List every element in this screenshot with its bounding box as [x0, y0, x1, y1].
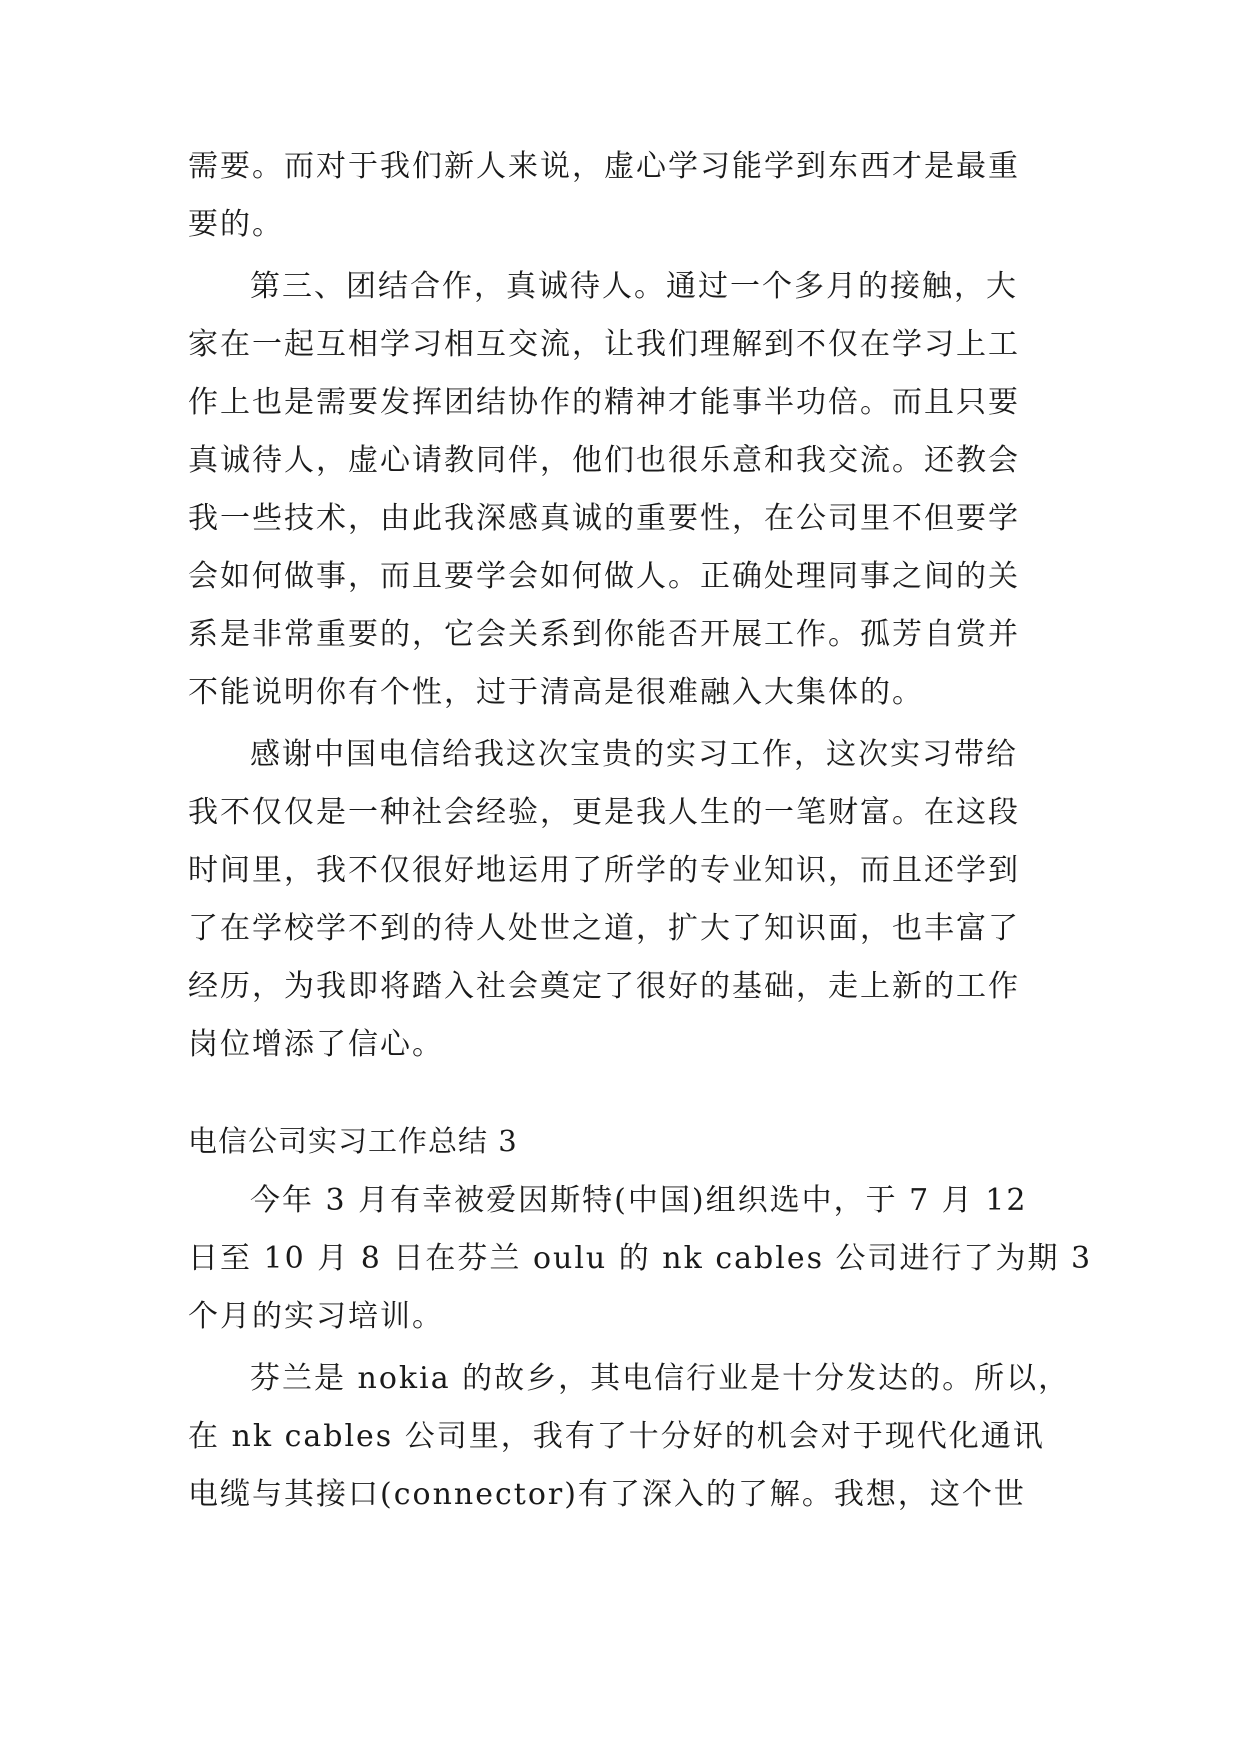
paragraph-line: 今年 3 月有幸被爱因斯特(中国)组织选中，于 7 月 12 — [250, 1183, 1028, 1218]
paragraph-line: 了在学校学不到的待人处世之道，扩大了知识面，也丰富了 — [188, 911, 1020, 946]
paragraph-line: 系是非常重要的，它会关系到你能否开展工作。孤芳自赏并 — [188, 617, 1020, 652]
paragraph-line: 家在一起互相学习相互交流，让我们理解到不仅在学习上工 — [188, 327, 1020, 362]
paragraph-line: 我一些技术，由此我深感真诚的重要性，在公司里不但要学 — [188, 501, 1020, 536]
paragraph-line: 岗位增添了信心。 — [188, 1027, 444, 1062]
paragraph-line: 日至 10 月 8 日在芬兰 oulu 的 nk cables 公司进行了为期 3 — [188, 1241, 1093, 1276]
paragraph-line: 需要。而对于我们新人来说，虚心学习能学到东西才是最重 — [188, 149, 1020, 184]
paragraph-line: 时间里，我不仅很好地运用了所学的专业知识，而且还学到 — [188, 853, 1020, 888]
paragraph-line: 芬兰是 nokia 的故乡，其电信行业是十分发达的。所以， — [250, 1361, 1071, 1396]
paragraph-line: 感谢中国电信给我这次宝贵的实习工作，这次实习带给 — [250, 737, 1018, 772]
section-heading: 电信公司实习工作总结 3 — [188, 1124, 518, 1158]
paragraph-line: 电缆与其接口(connector)有了深入的了解。我想，这个世 — [188, 1477, 1026, 1512]
paragraph-line: 真诚待人，虚心请教同伴，他们也很乐意和我交流。还教会 — [188, 443, 1020, 478]
paragraph-line: 不能说明你有个性，过于清高是很难融入大集体的。 — [188, 675, 924, 710]
paragraph-line: 经历，为我即将踏入社会奠定了很好的基础，走上新的工作 — [188, 969, 1020, 1004]
paragraph-line: 会如何做事，而且要学会如何做人。正确处理同事之间的关 — [188, 559, 1020, 594]
paragraph-line: 第三、团结合作，真诚待人。通过一个多月的接触，大 — [250, 269, 1018, 304]
paragraph-line: 个月的实习培训。 — [188, 1299, 444, 1334]
paragraph-line: 我不仅仅是一种社会经验，更是我人生的一笔财富。在这段 — [188, 795, 1020, 830]
paragraph-line: 要的。 — [188, 207, 284, 242]
paragraph-line: 在 nk cables 公司里，我有了十分好的机会对于现代化通讯 — [188, 1419, 1045, 1454]
paragraph-line: 作上也是需要发挥团结协作的精神才能事半功倍。而且只要 — [188, 385, 1020, 420]
